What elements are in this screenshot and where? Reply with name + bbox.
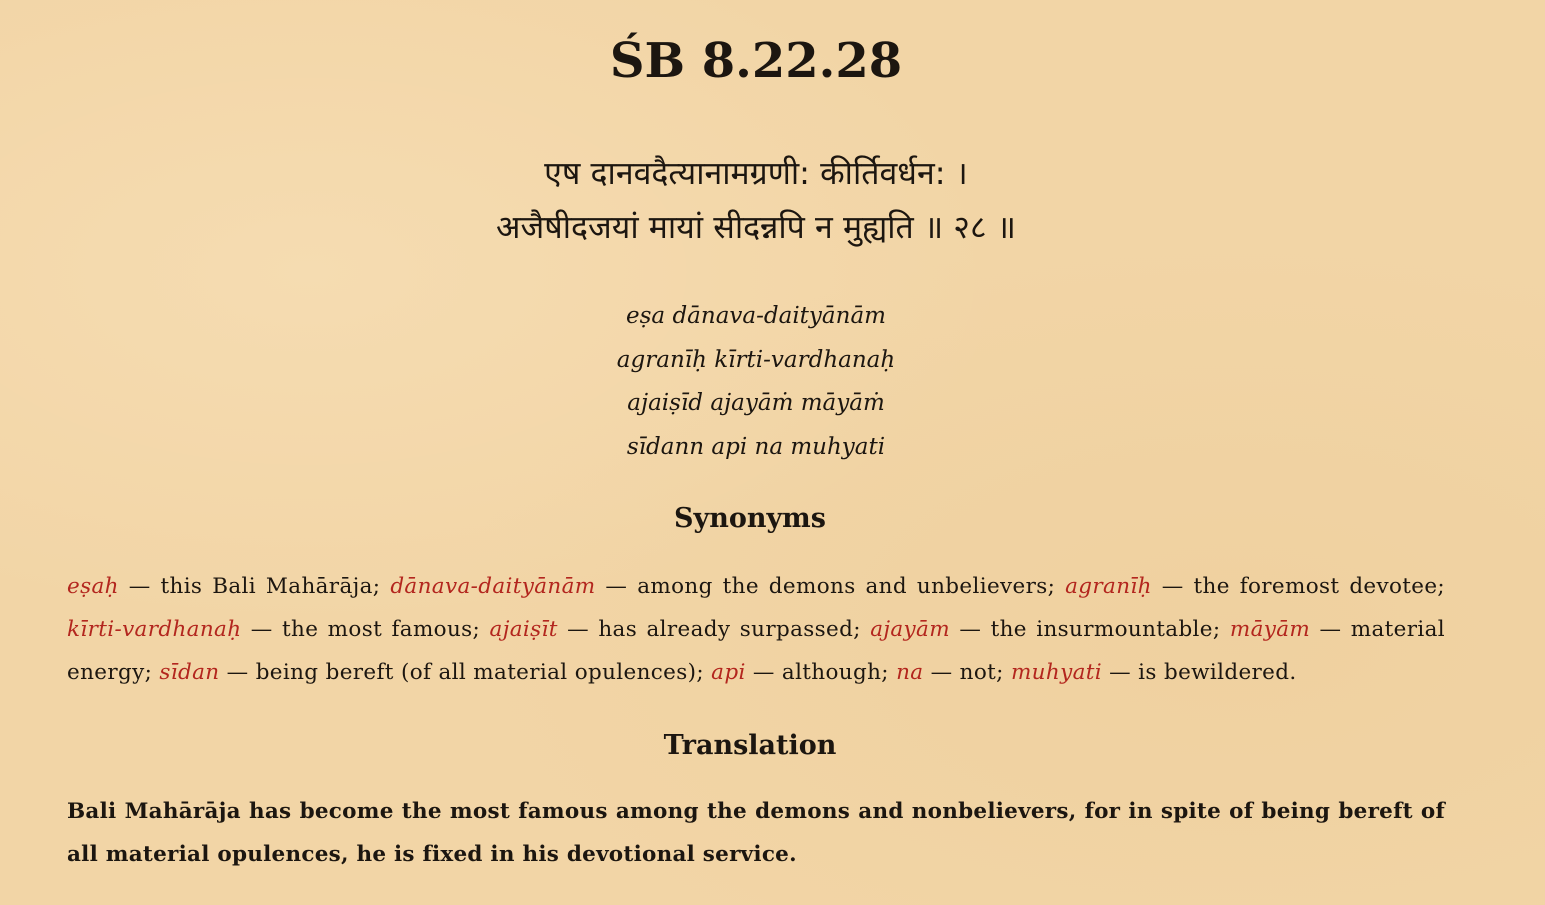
devanagari-verse bbox=[67, 146, 1445, 254]
synonym-meaning: this Bali Mahārāja; bbox=[160, 574, 381, 599]
devanagari-line: अजैषीदजयां मायां सीदन्नपि न मुह्यति ॥ २८ ॥ bbox=[496, 208, 1016, 246]
synonym-term[interactable]: dānava-daityānām bbox=[390, 574, 596, 599]
synonyms-heading: Synonyms bbox=[674, 503, 826, 534]
synonym-meaning: is bewildered. bbox=[1138, 660, 1297, 685]
transliteration-line: ajaiṣīd ajayāṁ māyāṁ bbox=[627, 390, 885, 416]
synonyms-paragraph bbox=[67, 565, 1445, 694]
translation-text: Bali Mahārāja has become the most famous among the demons and nonbelievers, for in spite of being bereft of all material opulences, he is fixed in his devotional service. bbox=[67, 799, 1445, 867]
synonym-entry: na — not; bbox=[896, 660, 1004, 685]
synonym-meaning: not; bbox=[959, 660, 1004, 685]
transliteration-verse bbox=[67, 295, 1445, 469]
synonym-entry: agranīḥ — the foremost devotee; bbox=[1065, 574, 1446, 599]
synonym-term[interactable]: māyām bbox=[1229, 617, 1311, 642]
synonym-meaning: has already surpassed; bbox=[598, 617, 861, 642]
synonym-term[interactable]: sīdan bbox=[159, 660, 220, 685]
transliteration-line: sīdann api na muhyati bbox=[626, 433, 886, 460]
synonym-entry: dānava-daityānām — among the demons and unbelievers; bbox=[390, 574, 1056, 599]
translation-heading: Translation bbox=[663, 730, 837, 761]
synonym-term[interactable]: na bbox=[896, 660, 924, 685]
synonym-term[interactable]: eṣaḥ bbox=[67, 574, 119, 599]
synonym-entry: sīdan — being bereft (of all material opulences); bbox=[159, 660, 704, 685]
transliteration-line: eṣa dānava-daityānām bbox=[626, 303, 886, 329]
verse-title: ŚB 8.22.28 bbox=[609, 33, 903, 89]
synonym-term[interactable]: kīrti-vardhanaḥ bbox=[67, 617, 242, 642]
synonym-entry: ajaiṣīt — has already surpassed; bbox=[489, 617, 861, 642]
synonym-meaning: material energy; bbox=[67, 617, 1445, 685]
synonym-entry: kīrti-vardhanaḥ — the most famous; bbox=[67, 617, 481, 642]
devanagari-line: एष दानवदैत्यानामग्रणी: कीर्तिवर्धन: । bbox=[544, 154, 968, 192]
synonym-term[interactable]: agranīḥ bbox=[1065, 574, 1152, 599]
synonym-meaning: the foremost devotee; bbox=[1193, 574, 1446, 599]
synonym-term[interactable]: api bbox=[711, 660, 746, 685]
synonym-meaning: the most famous; bbox=[282, 617, 481, 642]
synonym-term[interactable]: ajaiṣīt bbox=[489, 617, 558, 642]
synonym-meaning: the insurmountable; bbox=[990, 617, 1221, 642]
synonym-entry: muhyati — is bewildered. bbox=[1010, 660, 1297, 685]
synonym-entry: māyām — material energy; bbox=[67, 617, 1445, 685]
synonym-entry: api — although; bbox=[711, 660, 889, 685]
synonym-meaning: being bereft (of all material opulences); bbox=[255, 660, 704, 685]
synonym-meaning: although; bbox=[781, 660, 889, 685]
synonym-term[interactable]: ajayām bbox=[870, 617, 950, 642]
synonym-entry: eṣaḥ — this Bali Mahārāja; bbox=[67, 574, 381, 599]
synonym-entry: ajayām — the insurmountable; bbox=[870, 617, 1221, 642]
synonym-term[interactable]: muhyati bbox=[1010, 660, 1102, 685]
transliteration-line: agranīḥ kīrti-vardhanaḥ bbox=[616, 346, 896, 373]
synonym-meaning: among the demons and unbelievers; bbox=[637, 574, 1056, 599]
